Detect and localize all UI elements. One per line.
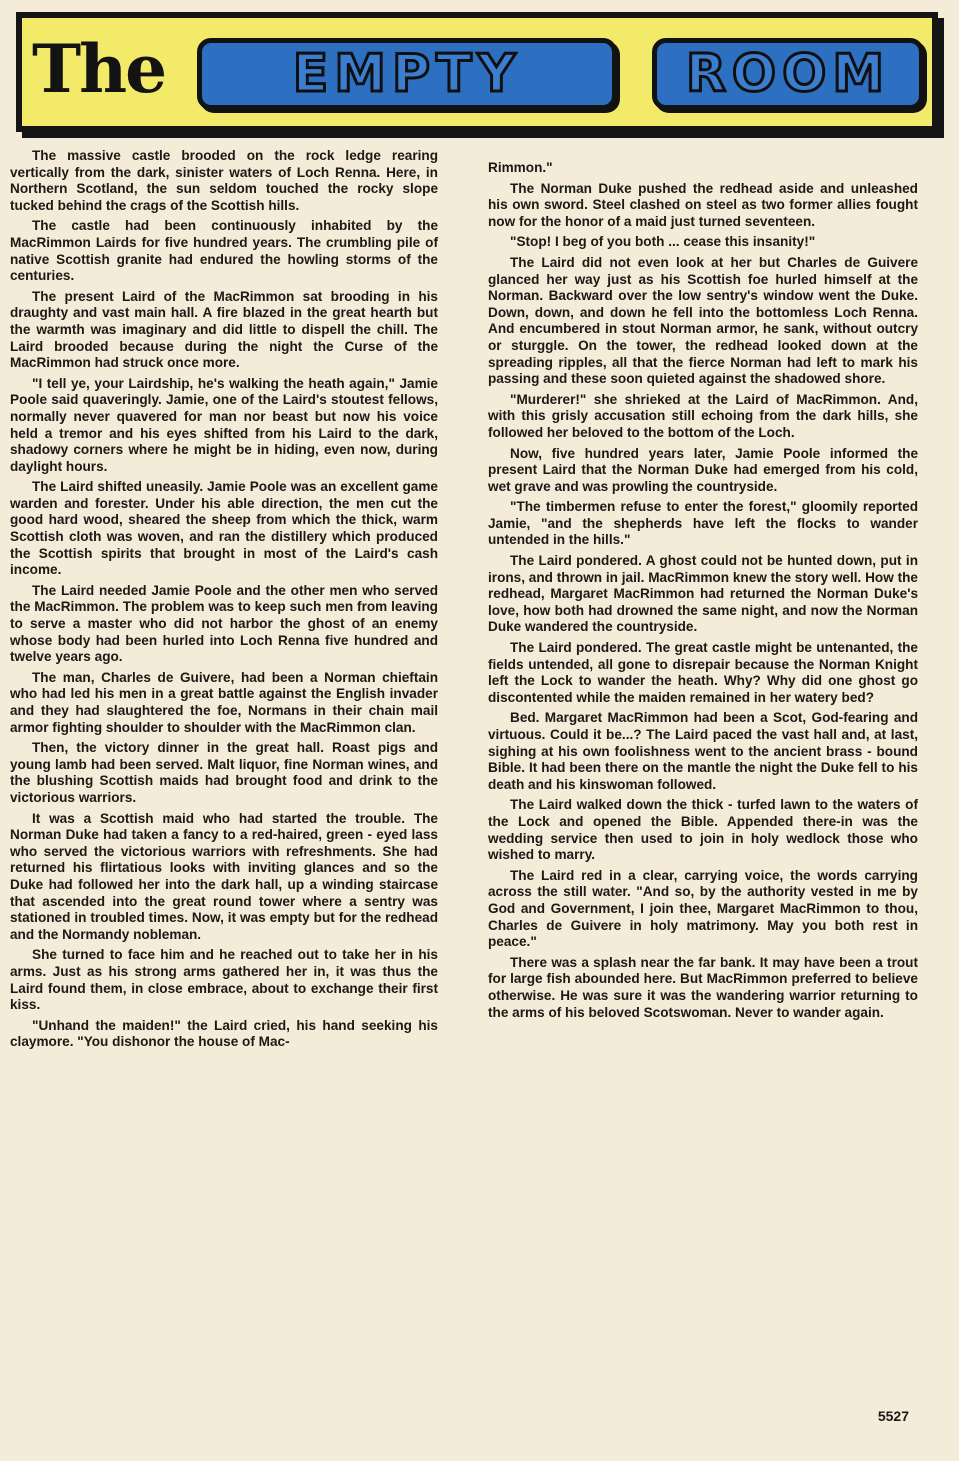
paragraph: She turned to face him and he reached out to take her in his arms. Just as his strong arms gathered her in, it was thus the Laird found them, in close embrace, about to exchange their first kiss.	[10, 947, 438, 1013]
paragraph: "Murderer!" she shrieked at the Laird of MacRimmon. And, with this grisly accusation still echoing from the dark hills, she followed her beloved to the bottom of the Loch.	[488, 391, 918, 440]
paragraph: The Laird walked down the thick - turfed lawn to the waters of the Lock and opened the Bible. Appended there-in was the wedding service then used to join in holy wedlock those who wished to marry.	[488, 797, 918, 863]
paragraph: The Laird shifted uneasily. Jamie Poole was an excellent game warden and forester. Under his able direction, the men cut the good hard wood, sheared the sheep from which the thick, warm Scottish cloth was woven, and ran the distillery which produced the Scottish spirits that brought in most of the Laird's cash income.	[10, 479, 438, 578]
title-word-room-block	[652, 38, 924, 110]
paragraph: Rimmon."	[488, 160, 553, 175]
paragraph: "The timbermen refuse to enter the forest," gloomily reported Jamie, "and the shepherds have left the flocks to wander untended in the hills."	[488, 499, 918, 548]
paragraph: The Norman Duke pushed the redhead aside and unleashed his own sword. Steel clashed on steel as two former allies fought now for the honor of a maid just turned seventeen.	[488, 180, 918, 229]
paragraph: The Laird pondered. The great castle might be untenanted, the fields untended, all gone to disrepair because the Norman Knight left the Lock to wander the heath. Why? Why did one ghost go discontented while the maiden remained in her watery bed?	[488, 640, 918, 705]
paragraph: The Laird red in a clear, carrying voice, the words carrying across the still water. "And so, by the authority vested in me by God and Government, I join thee, Margaret MacRimmon to thou, Charles de Guivere in holy matrimony. May you both rest in peace."	[488, 867, 918, 950]
paragraph: The Laird pondered. A ghost could not be hunted down, put in irons, and thrown in jail. MacRimmon knew the story well. How the redhead, Margaret MacRimmon had returned the Norman Duke's love, how both had drowned the same night, and now the Norman Duke wandered the countryside.	[488, 553, 918, 635]
title-banner	[16, 12, 938, 132]
paragraph: "Stop! I beg of you both ... cease this insanity!"	[510, 234, 816, 250]
title-word-the: The	[32, 30, 166, 108]
paragraph: The Laird did not even look at her but Charles de Guivere glanced her way just as his Scottish foe hurled himself at the Norman. Backward over the low sentry's window went the Duke. Down, down, and down he fell into the bottomless Loch Renna. And encumbered in stout Norman armor, he sank, without outcry or sturggle. On the tower, the redhead looked down at the spreading ripples, all that the fierce Norman had left to mark his passing and these soon quieted against the shadowed shore.	[488, 254, 918, 387]
right-text-column	[488, 160, 918, 1025]
paragraph: "I tell ye, your Lairdship, he's walking the heath again," Jamie Poole said quaveringly. Jamie, one of the Laird's stoutest fellows, normally never quavered for man nor beast but now his voice held a tremor and his eyes shifted from his Laird to the dark, shadowy corners where he might be in hiding, even now, during daylight hours.	[10, 375, 438, 474]
paragraph: Now, five hundred years later, Jamie Poole informed the present Laird that the Norman Duke had emerged from his cold, wet grave and was prowling the countryside.	[488, 445, 918, 494]
paragraph: The castle had been continuously inhabited by the MacRimmon Lairds for five hundred years. The crumbling pile of native Scottish granite had endured the howling storms of the centuries.	[10, 218, 438, 284]
title-word-empty: EMPTY	[292, 44, 522, 104]
paragraph: "Unhand the maiden!" the Laird cried, his hand seeking his claymore. "You dishonor the house of Mac-	[10, 1017, 438, 1050]
paragraph: Then, the victory dinner in the great hall. Roast pigs and young lamb had been served. Malt liquor, fine Norman wines, and the blushing Scottish maids had brought food and drink to the victorious warriors.	[10, 740, 438, 805]
paragraph: The Laird needed Jamie Poole and the other men who served the MacRimmon. The problem was to keep such men from leaving to serve a master who did not harbor the ghost of an enemy whose body had been hurled into Loch Renna five hundred and twelve years ago.	[10, 582, 438, 665]
paragraph: The massive castle brooded on the rock ledge rearing vertically from the dark, sinister waters of Loch Renna. Here, in Northern Scotland, the sun seldom touched the rocky slope tucked behind the crags of the Scottish hills.	[10, 148, 438, 213]
paragraph: Bed. Margaret MacRimmon had been a Scot, God-fearing and virtuous. Could it be...? The Laird paced the vast hall and, at last, sighing at his own foolishness went to the ancient brass - bound Bible. It had been there on the mantle the night the Duke fell to his death and his kinswoman followed.	[488, 710, 918, 792]
paragraph: The present Laird of the MacRimmon sat brooding in his draughty and vast main hall. A fire blazed in the great hearth but the warmth was imaginary and did little to dispell the chill. The Laird brooded because during the night the Curse of the MacRimmon had struck once more.	[10, 288, 438, 371]
title-word-room: ROOM	[685, 44, 891, 104]
title-word-empty-block	[197, 38, 617, 110]
left-text-column	[10, 148, 438, 1055]
paragraph: There was a splash near the far bank. It may have been a trout for large fish abounded here. But MacRimmon preferred to believe otherwise. He was sure it was the wandering warrior returning to the arms of his beloved Scotswoman. Never to wander again.	[488, 954, 918, 1020]
paragraph: It was a Scottish maid who had started the trouble. The Norman Duke had taken a fancy to a red-haired, green - eyed lass who served the victorious warriors with refreshments. She had returned his flirtatious looks with inviting glances and so the Duke had followed her into the dark hall, up a winding staircase that ascended into the great round tower where a sentry was stationed in troubled times. Now, it was empty but for the redhead and the Normandy nobleman.	[10, 810, 438, 942]
paragraph: The man, Charles de Guivere, had been a Norman chieftain who had led his men in a great battle against the English invader and they had slaughtered the foe, Normans in their chain mail armor fighting shoulder to shoulder with the MacRimmon clan.	[10, 669, 438, 735]
page-number: 5527	[877, 1408, 909, 1424]
